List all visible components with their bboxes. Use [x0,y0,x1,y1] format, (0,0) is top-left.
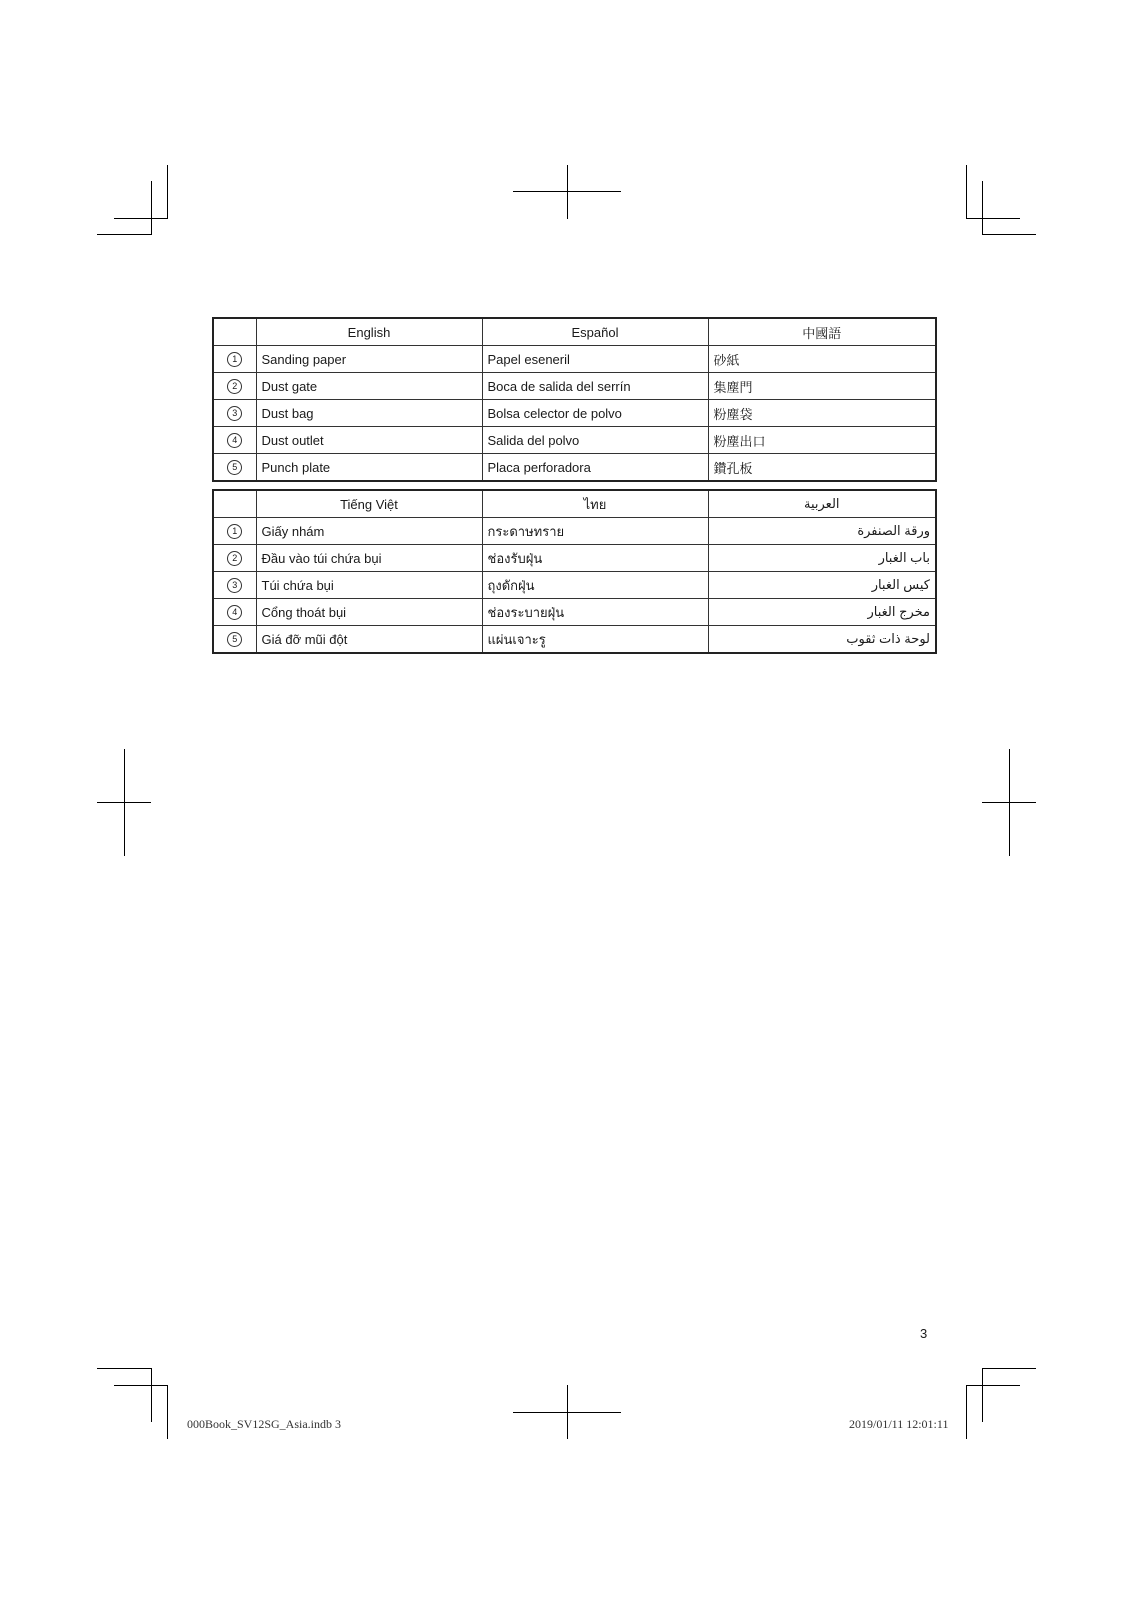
cell-thai: กระดาษทราย [482,518,708,545]
item-number: 4 [213,599,256,626]
cell-vietnamese: Giấy nhám [256,518,482,545]
table-row [213,373,936,400]
item-number: 5 [213,626,256,654]
parts-table-1 [212,317,937,482]
page-number: 3 [920,1326,928,1341]
cell-thai: ถุงดักฝุ่น [482,572,708,599]
cell-arabic: مخرج الغبار [708,599,936,626]
cell-vietnamese: Túi chứa bụi [256,572,482,599]
cell-arabic: ورقة الصنفرة [708,518,936,545]
footer-timestamp: 2019/01/11 12:01:11 [849,1417,949,1431]
table-row [213,626,936,654]
table-row [213,599,936,626]
table-row [213,400,936,427]
cell-espanol: Papel eseneril [482,346,708,373]
table-row [213,572,936,599]
cell-english: Dust gate [256,373,482,400]
parts-table-2 [212,489,937,654]
item-number: 3 [213,400,256,427]
header-cell-espanol: Español [482,318,708,346]
cell-chinese: 粉塵出口 [708,427,936,454]
cell-english: Sanding paper [256,346,482,373]
cell-arabic: كيس الغبار [708,572,936,599]
footer-filename: 000Book_SV12SG_Asia.indb 3 [187,1417,342,1431]
header-cell-english: English [256,318,482,346]
cell-thai: ช่องรับฝุ่น [482,545,708,572]
cell-arabic: لوحة ذات ثقوب [708,626,936,654]
header-cell-vietnamese: Tiếng Việt [256,490,482,518]
cell-arabic: باب الغبار [708,545,936,572]
header-cell-chinese: 中國語 [708,318,936,346]
cell-english: Dust bag [256,400,482,427]
cell-espanol: Salida del polvo [482,427,708,454]
cell-espanol: Placa perforadora [482,454,708,482]
cell-english: Dust outlet [256,427,482,454]
cell-thai: ช่องระบายฝุ่น [482,599,708,626]
cell-vietnamese: Giá đỡ mũi đột [256,626,482,654]
table-row [213,545,936,572]
header-cell-blank [213,490,256,518]
cell-english: Punch plate [256,454,482,482]
cell-chinese: 砂紙 [708,346,936,373]
table-row [213,346,936,373]
item-number: 2 [213,545,256,572]
table-row [213,454,936,482]
item-number: 4 [213,427,256,454]
cell-espanol: Boca de salida del serrín [482,373,708,400]
table-row [213,427,936,454]
item-number: 1 [213,346,256,373]
item-number: 2 [213,373,256,400]
table-header-row [213,490,936,518]
cell-chinese: 鑽孔板 [708,454,936,482]
table-header-row [213,318,936,346]
cell-vietnamese: Đầu vào túi chứa bụi [256,545,482,572]
item-number: 5 [213,454,256,482]
cell-chinese: 粉塵袋 [708,400,936,427]
cell-espanol: Bolsa celector de polvo [482,400,708,427]
table-row [213,518,936,545]
header-cell-thai: ไทย [482,490,708,518]
item-number: 1 [213,518,256,545]
cell-chinese: 集塵門 [708,373,936,400]
header-cell-blank [213,318,256,346]
cell-vietnamese: Cổng thoát bụi [256,599,482,626]
header-cell-arabic: العربية [708,490,936,518]
cell-thai: แผ่นเจาะรู [482,626,708,654]
item-number: 3 [213,572,256,599]
